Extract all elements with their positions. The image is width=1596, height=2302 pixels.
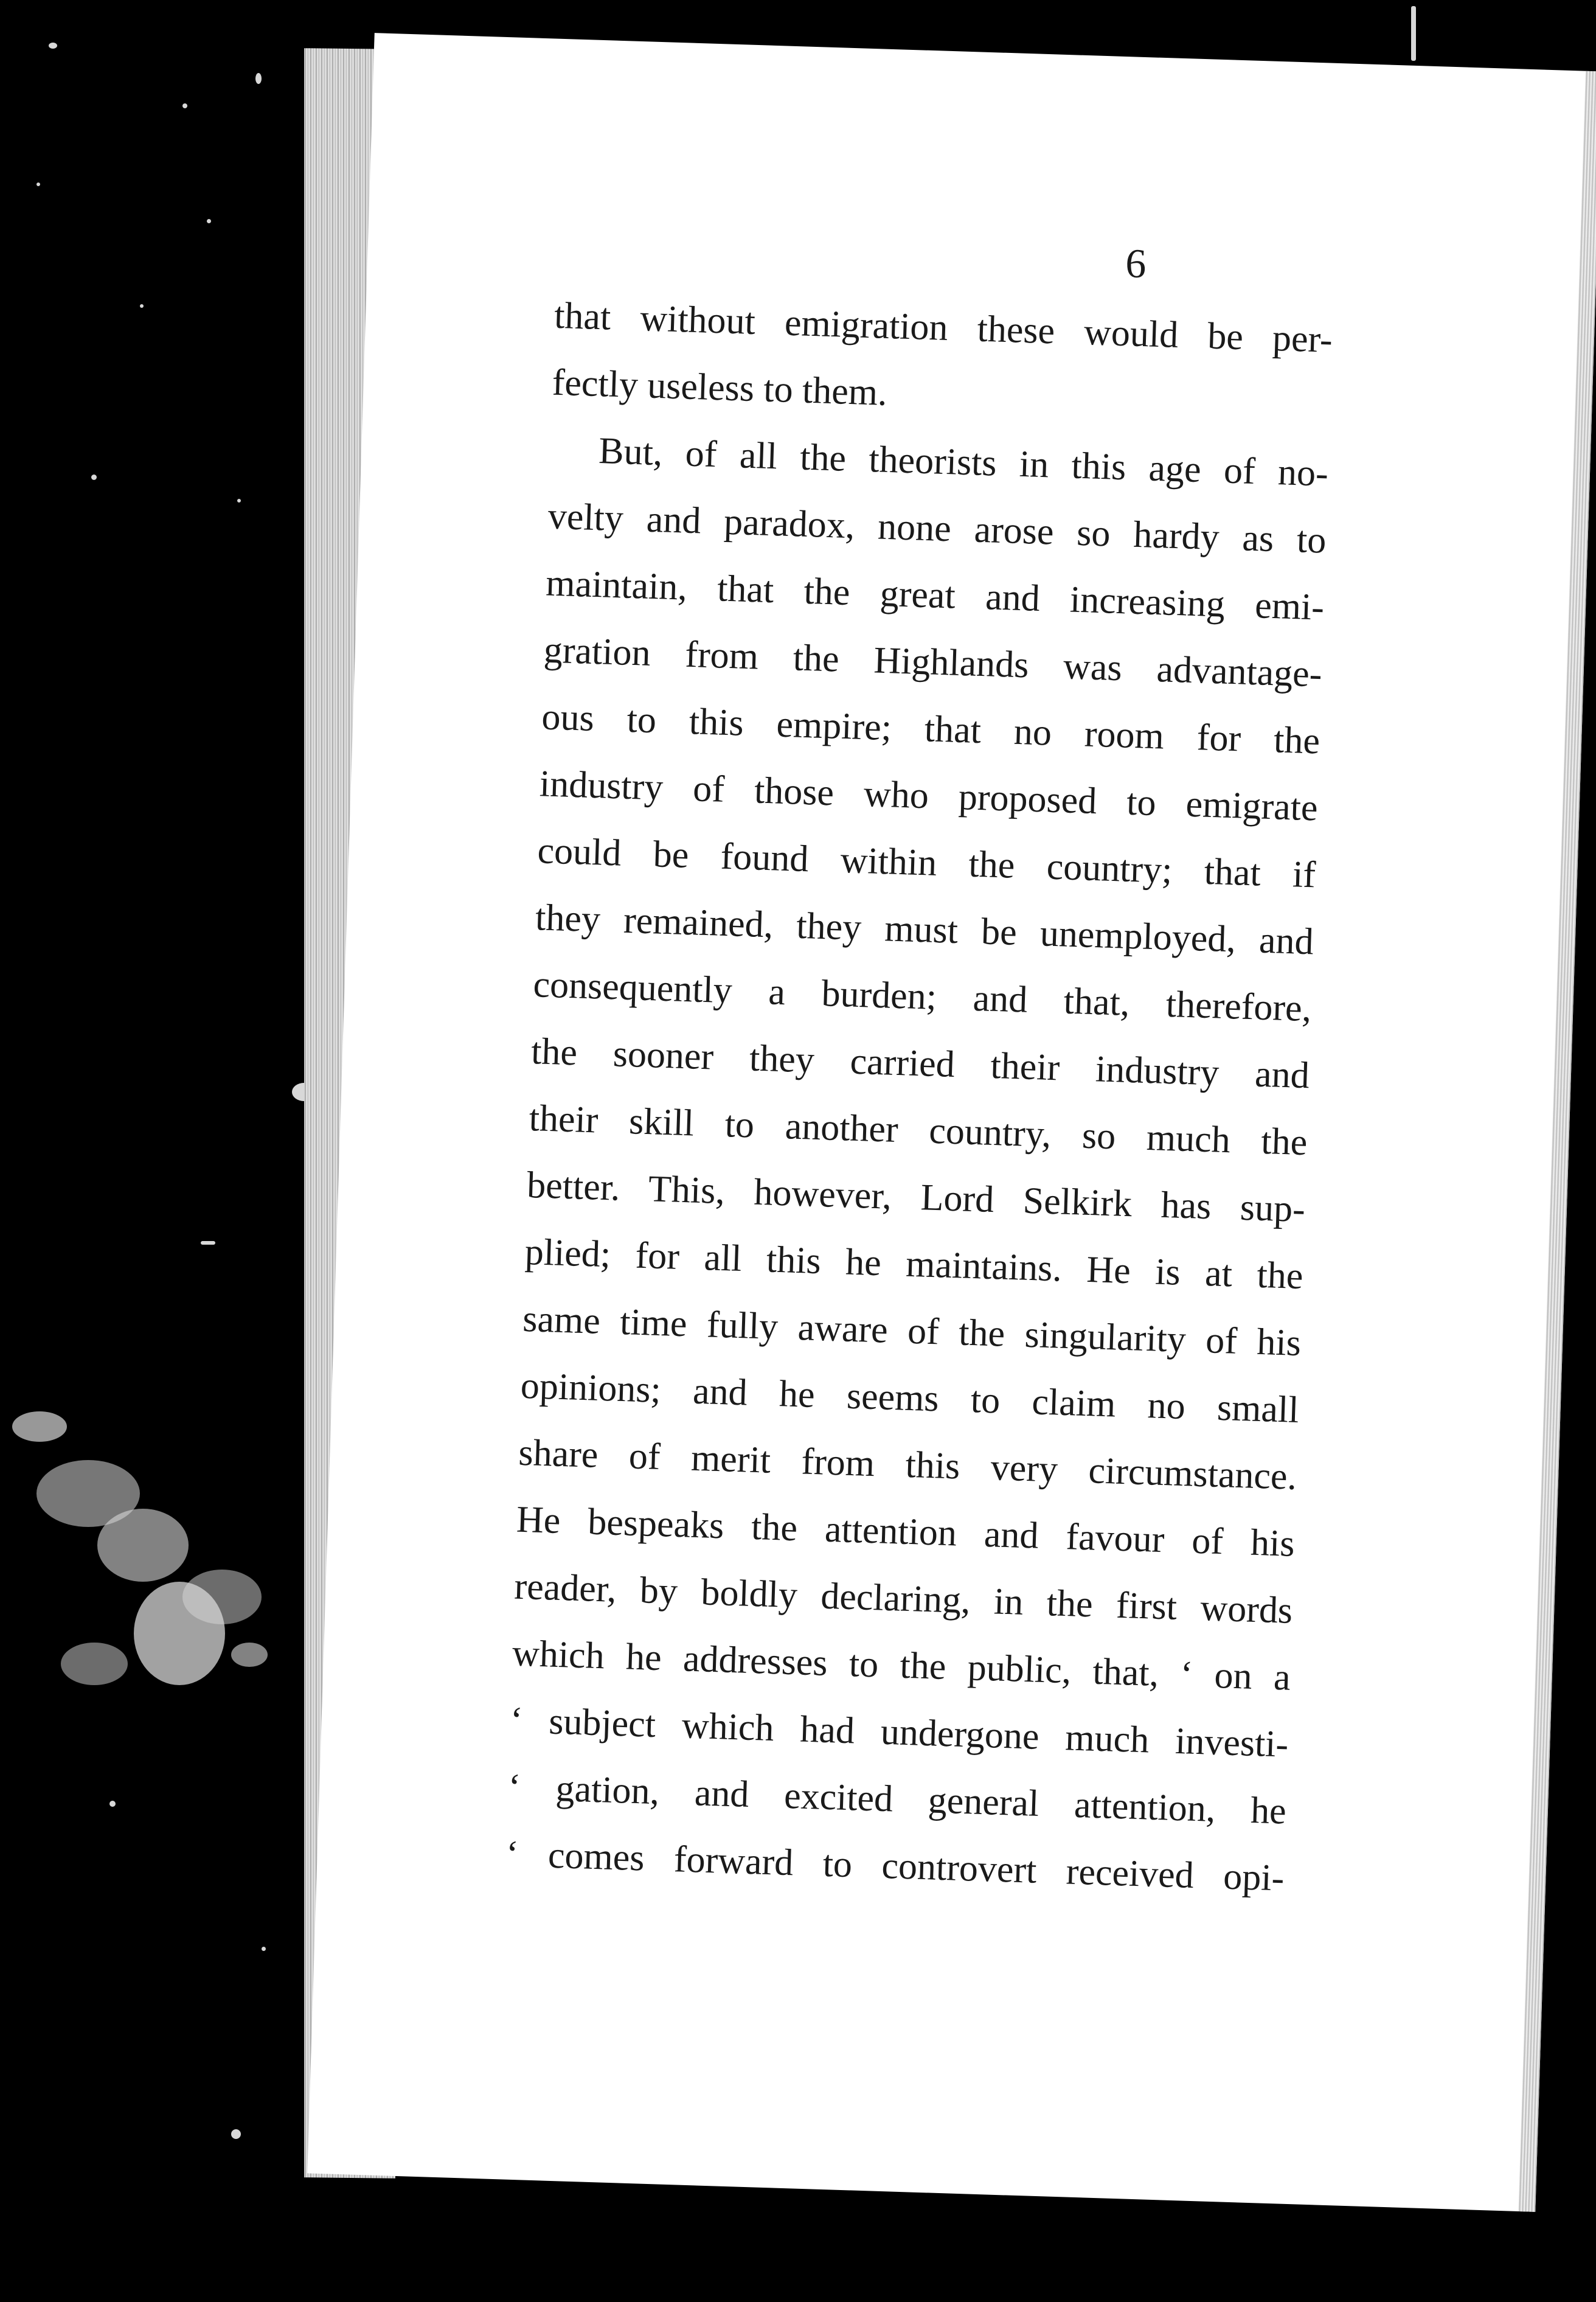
text-line: fectly useless to them. xyxy=(551,361,888,414)
scan-debris xyxy=(182,103,187,108)
text-line: same time fully aware of the singularity of his xyxy=(522,1298,1302,1365)
text-line: ‘ subject which had undergone much investi- xyxy=(509,1699,1289,1765)
text-line: the sooner they carried their industry and xyxy=(530,1031,1310,1097)
scan-debris xyxy=(61,1643,128,1685)
text-line: they remained, they must be unemployed, and xyxy=(535,897,1314,963)
scan-debris xyxy=(237,499,241,502)
scan-debris xyxy=(49,43,57,49)
scan-debris xyxy=(231,2129,241,2139)
book-page xyxy=(307,33,1596,2212)
scan-debris xyxy=(1411,6,1416,61)
scan-debris xyxy=(91,475,97,480)
text-line: better. This, however, Lord Selkirk has sup- xyxy=(526,1164,1306,1231)
paragraph-first-line: But, of all the theorists in this age of no- xyxy=(598,430,1329,495)
scan-debris xyxy=(201,1241,215,1245)
text-line: gration from the Highlands was advantage- xyxy=(543,629,1323,695)
scan-debris xyxy=(182,1570,262,1624)
text-line: could be found within the country; that if xyxy=(536,830,1317,896)
text-line: their skill to another country, so much the xyxy=(528,1097,1308,1164)
page-number: 6 xyxy=(1125,240,1147,287)
text-line: opinions; and he seems to claim no small xyxy=(519,1365,1300,1431)
text-line: plied; for all this he maintains. He is at the xyxy=(524,1231,1304,1298)
text-line: reader, by boldly declaring, in the first words xyxy=(513,1565,1294,1632)
scan-debris xyxy=(12,1411,67,1442)
body-text xyxy=(505,282,1333,1912)
scan-debris xyxy=(262,1947,266,1951)
scan-debris xyxy=(255,73,262,84)
scan-debris xyxy=(109,1801,116,1807)
scan-debris xyxy=(231,1643,268,1667)
text-line: ‘ comes forward to controvert received opi- xyxy=(505,1833,1285,1899)
text-line: industry of those who proposed to emigrate xyxy=(539,763,1319,829)
text-line: share of merit from this very circumstance. xyxy=(518,1431,1298,1498)
text-line: that without emigration these would be per- xyxy=(553,294,1333,361)
scan-debris xyxy=(97,1509,189,1582)
text-line: velty and paradox, none arose so hardy as to xyxy=(547,495,1327,562)
scan-debris xyxy=(140,304,144,308)
text-line: He bespeaks the attention and favour of his xyxy=(516,1498,1296,1565)
text-line: ous to this empire; that no room for the xyxy=(541,696,1321,762)
scan-debris xyxy=(207,219,211,223)
text-line: ‘ gation, and excited general attention, he xyxy=(507,1766,1287,1832)
scan-debris xyxy=(36,183,40,186)
page-fore-edge xyxy=(1518,71,1596,2212)
text-line: which he addresses to the public, that, ‘ on a xyxy=(512,1632,1291,1699)
text-line: maintain, that the great and increasing emi- xyxy=(545,562,1325,628)
text-line: consequently a burden; and that, therefore, xyxy=(532,964,1313,1030)
